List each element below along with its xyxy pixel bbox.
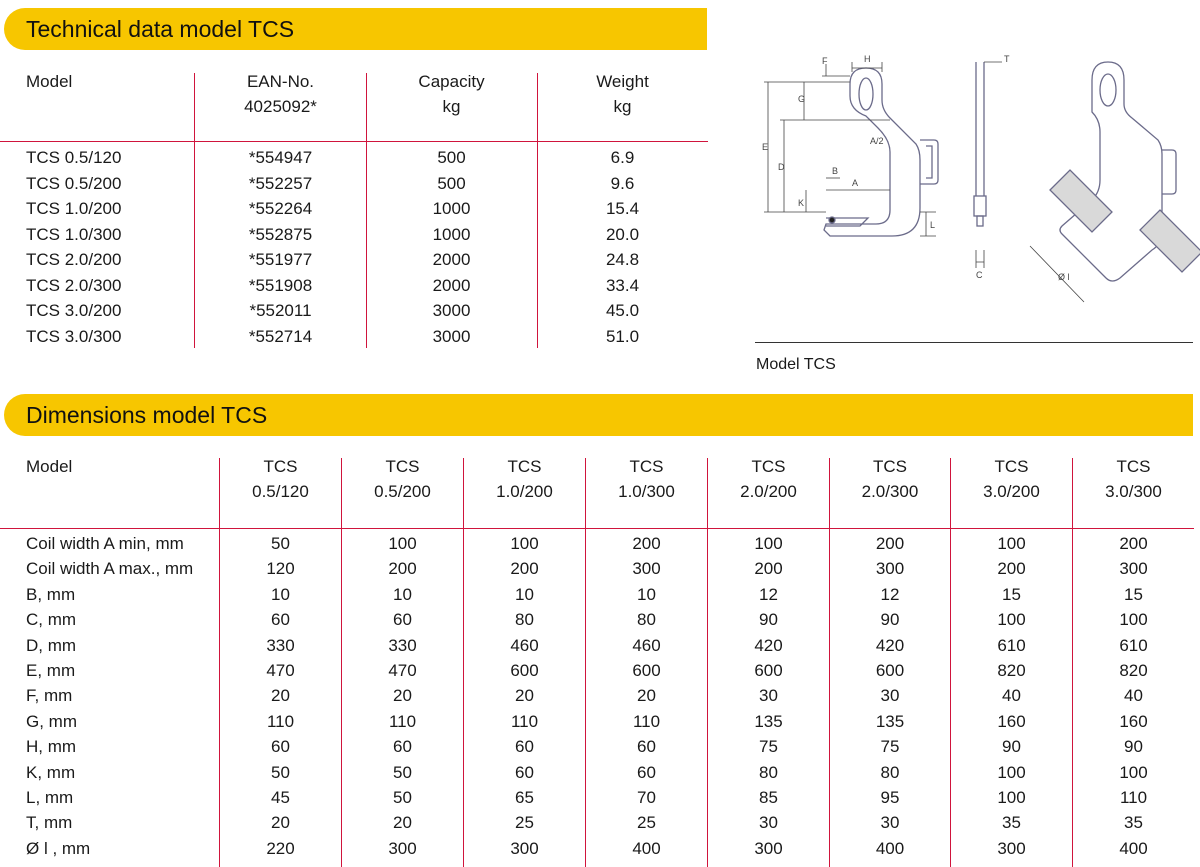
tech-model-column bbox=[26, 145, 121, 349]
tech-data-title: Technical data model TCS bbox=[26, 16, 295, 42]
table-cell: 460 bbox=[510, 635, 539, 655]
table-cell: 460 bbox=[632, 635, 661, 655]
table-cell: 200 bbox=[875, 534, 905, 553]
dim-label-g: G bbox=[798, 94, 806, 104]
table-cell: 600 bbox=[875, 661, 905, 681]
column-header-line2: 3.0/300 bbox=[1105, 482, 1162, 501]
table-cell: 9.6 bbox=[610, 173, 635, 193]
table-cell: 470 bbox=[266, 661, 295, 681]
table-cell: 2000 bbox=[432, 275, 471, 295]
table-cell: 10 bbox=[271, 584, 290, 604]
table-cell: 110 bbox=[266, 711, 295, 731]
table-cell: 160 bbox=[997, 711, 1026, 731]
table-cell: 100 bbox=[510, 534, 539, 553]
table-cell: 200 bbox=[997, 559, 1026, 579]
header-ean-line2: 4025092* bbox=[244, 97, 317, 116]
value-column bbox=[342, 531, 463, 861]
table-cell: 90 bbox=[1124, 737, 1143, 757]
table-cell: 60 bbox=[393, 737, 412, 757]
header-ean-line1: EAN-No. bbox=[246, 72, 315, 91]
table-cell: 95 bbox=[880, 788, 900, 808]
table-cell: 60 bbox=[393, 610, 412, 630]
table-cell: 300 bbox=[1119, 559, 1148, 579]
row-label: Ø l , mm bbox=[26, 838, 91, 858]
header-capacity-line1: Capacity bbox=[418, 72, 485, 91]
header-capacity bbox=[366, 69, 537, 119]
table-cell: 110 bbox=[388, 711, 417, 731]
header-model-label: Model bbox=[26, 457, 73, 476]
table-cell: 600 bbox=[754, 661, 783, 681]
row-label: T, mm bbox=[26, 813, 73, 833]
table-cell: 90 bbox=[759, 610, 778, 630]
table-cell: TCS 3.0/300 bbox=[26, 326, 122, 346]
table-cell: 35 bbox=[1124, 813, 1143, 833]
table-cell: 15 bbox=[1002, 584, 1021, 604]
dim-label-t: T bbox=[1004, 54, 1010, 64]
column-header-line2: 3.0/200 bbox=[983, 482, 1040, 501]
header-divider bbox=[0, 528, 1194, 529]
column-header bbox=[1073, 454, 1194, 504]
tcs-technical-drawing bbox=[740, 40, 1200, 330]
table-cell: TCS 1.0/200 bbox=[26, 199, 122, 218]
table-cell: 200 bbox=[388, 559, 417, 579]
table-cell: 75 bbox=[880, 737, 900, 757]
dim-label-e: E bbox=[762, 142, 769, 152]
row-label: L, mm bbox=[26, 788, 74, 808]
table-cell: 60 bbox=[271, 737, 290, 757]
table-cell: *551977 bbox=[248, 250, 313, 269]
value-column bbox=[1073, 531, 1194, 861]
table-cell: 10 bbox=[637, 584, 656, 604]
table-cell: 20 bbox=[271, 686, 290, 706]
value-column bbox=[586, 531, 707, 861]
table-cell: 60 bbox=[637, 737, 656, 757]
table-cell: 20 bbox=[393, 686, 412, 706]
column-header bbox=[220, 454, 341, 504]
table-cell: 45 bbox=[271, 788, 290, 808]
row-label: G, mm bbox=[26, 711, 77, 731]
column-header-line1: TCS bbox=[629, 457, 664, 476]
dim-label-a: A bbox=[852, 178, 859, 188]
table-cell: 15 bbox=[1124, 584, 1143, 604]
table-cell: 100 bbox=[997, 610, 1026, 630]
table-cell: 12 bbox=[880, 584, 900, 604]
table-cell: 100 bbox=[997, 788, 1026, 808]
column-header-line2: 1.0/300 bbox=[618, 482, 675, 501]
table-cell: 12 bbox=[759, 584, 778, 604]
table-cell: 35 bbox=[1002, 813, 1021, 833]
table-cell: 25 bbox=[515, 813, 534, 833]
table-cell: 30 bbox=[759, 686, 778, 706]
table-cell: 610 bbox=[1119, 635, 1148, 655]
tech-ean-column bbox=[195, 145, 366, 349]
table-cell: 200 bbox=[1119, 534, 1148, 553]
table-cell: *552011 bbox=[249, 301, 312, 320]
column-header-line1: TCS bbox=[751, 457, 786, 476]
value-column bbox=[464, 531, 585, 861]
header-model bbox=[26, 454, 72, 479]
table-cell: 500 bbox=[437, 148, 466, 167]
table-cell: 30 bbox=[880, 686, 900, 706]
column-header bbox=[708, 454, 829, 504]
table-cell: 600 bbox=[510, 661, 539, 681]
table-cell: 90 bbox=[1002, 737, 1021, 757]
table-cell: *552714 bbox=[248, 326, 313, 346]
row-label: C, mm bbox=[26, 610, 77, 630]
value-column bbox=[220, 531, 341, 861]
dimensions-title: Dimensions model TCS bbox=[26, 402, 268, 428]
column-header-line1: TCS bbox=[1116, 457, 1151, 476]
dim-label-d: D bbox=[778, 162, 785, 172]
dimensions-banner bbox=[4, 394, 1193, 436]
table-cell: 25 bbox=[637, 813, 656, 833]
table-cell: 600 bbox=[632, 661, 661, 681]
table-cell: 820 bbox=[997, 661, 1026, 681]
column-header bbox=[951, 454, 1072, 504]
row-label: D, mm bbox=[26, 635, 77, 655]
caption-rule bbox=[755, 342, 1193, 343]
table-cell: 200 bbox=[754, 559, 783, 579]
table-cell: 110 bbox=[632, 711, 661, 731]
table-cell: TCS 2.0/300 bbox=[26, 275, 122, 295]
tech-weight-column bbox=[537, 145, 708, 349]
dim-label-ol: Ø l bbox=[1058, 272, 1070, 282]
table-cell: 220 bbox=[266, 838, 295, 858]
table-cell: 135 bbox=[875, 711, 905, 731]
table-cell: 10 bbox=[515, 584, 534, 604]
row-label: Coil width A min, mm bbox=[26, 534, 184, 553]
table-cell: 1000 bbox=[432, 224, 471, 244]
diagram-caption: Model TCS bbox=[756, 356, 836, 373]
table-cell: 300 bbox=[997, 838, 1026, 858]
table-cell: 30 bbox=[759, 813, 778, 833]
table-cell: 100 bbox=[754, 534, 783, 553]
header-model-label: Model bbox=[26, 72, 73, 91]
column-header-line2: 0.5/200 bbox=[374, 482, 431, 501]
tech-capacity-column bbox=[366, 145, 537, 349]
column-header-line1: TCS bbox=[385, 457, 420, 476]
table-cell: 60 bbox=[515, 762, 534, 782]
table-cell: TCS 1.0/300 bbox=[26, 224, 122, 244]
row-label: K, mm bbox=[26, 762, 76, 782]
table-cell: 20 bbox=[515, 686, 534, 706]
table-cell: 200 bbox=[510, 559, 539, 579]
tech-data-banner bbox=[4, 8, 707, 50]
dim-label-h: H bbox=[864, 54, 871, 64]
dimensions-table bbox=[0, 450, 1200, 867]
header-divider bbox=[0, 141, 708, 142]
value-column bbox=[708, 531, 829, 861]
value-column bbox=[951, 531, 1072, 861]
table-cell: 100 bbox=[997, 534, 1026, 553]
column-header-line2: 2.0/200 bbox=[740, 482, 797, 501]
table-cell: *552875 bbox=[248, 224, 313, 244]
table-cell: 60 bbox=[637, 762, 656, 782]
dim-label-a-half: A/2 bbox=[870, 136, 884, 146]
table-cell: 300 bbox=[754, 838, 783, 858]
column-header-line1: TCS bbox=[263, 457, 298, 476]
table-cell: 60 bbox=[515, 737, 534, 757]
table-cell: 820 bbox=[1119, 661, 1148, 681]
row-label: E, mm bbox=[26, 661, 76, 681]
table-cell: 30 bbox=[880, 813, 900, 833]
dim-label-f: F bbox=[822, 56, 828, 66]
header-model bbox=[26, 69, 72, 94]
table-cell: *554947 bbox=[248, 148, 313, 167]
column-header bbox=[342, 454, 463, 504]
table-cell: 110 bbox=[1119, 788, 1148, 808]
table-cell: 20 bbox=[271, 813, 290, 833]
value-column bbox=[830, 531, 950, 861]
column-header-line2: 0.5/120 bbox=[252, 482, 309, 501]
table-cell: 50 bbox=[393, 788, 412, 808]
table-cell: 40 bbox=[1124, 686, 1143, 706]
table-cell: 33.4 bbox=[605, 275, 640, 295]
table-cell: 420 bbox=[875, 635, 905, 655]
column-header bbox=[586, 454, 707, 504]
table-cell: 20.0 bbox=[605, 224, 640, 244]
table-cell: *551908 bbox=[248, 275, 313, 295]
table-cell: 2000 bbox=[432, 250, 471, 269]
table-cell: 90 bbox=[880, 610, 900, 630]
table-cell: 20 bbox=[637, 686, 656, 706]
table-cell: 300 bbox=[632, 559, 661, 579]
table-cell: 300 bbox=[875, 559, 905, 579]
table-cell: 50 bbox=[271, 762, 290, 782]
column-header-line2: 1.0/200 bbox=[496, 482, 553, 501]
table-cell: 50 bbox=[393, 762, 412, 782]
table-cell: 470 bbox=[388, 661, 417, 681]
table-cell: 80 bbox=[880, 762, 900, 782]
table-cell: 60 bbox=[271, 610, 290, 630]
header-weight-line1: Weight bbox=[596, 72, 649, 91]
table-cell: 20 bbox=[393, 813, 412, 833]
table-cell: 110 bbox=[510, 711, 539, 731]
row-label: Coil width A max., mm bbox=[26, 559, 194, 579]
table-cell: 1000 bbox=[432, 199, 471, 218]
header-capacity-line2: kg bbox=[442, 97, 461, 116]
table-cell: *552257 bbox=[248, 173, 313, 193]
table-cell: 100 bbox=[1119, 610, 1148, 630]
header-weight bbox=[537, 69, 708, 119]
table-cell: 65 bbox=[515, 788, 534, 808]
table-cell: 50 bbox=[271, 534, 290, 553]
table-cell: 160 bbox=[1119, 711, 1148, 731]
dim-label-c: C bbox=[976, 270, 983, 280]
row-label: B, mm bbox=[26, 584, 76, 604]
table-cell: 3000 bbox=[432, 301, 471, 320]
column-header-line1: TCS bbox=[994, 457, 1029, 476]
column-header bbox=[464, 454, 585, 504]
table-cell: 40 bbox=[1002, 686, 1021, 706]
table-cell: 200 bbox=[632, 534, 661, 553]
table-cell: TCS 0.5/120 bbox=[26, 148, 122, 167]
table-cell: 100 bbox=[388, 534, 417, 553]
dim-label-l: L bbox=[930, 220, 936, 230]
table-cell: 300 bbox=[388, 838, 417, 858]
table-cell: 15.4 bbox=[605, 199, 640, 218]
column-header bbox=[830, 454, 950, 504]
tech-data-table bbox=[0, 60, 710, 350]
table-cell: 85 bbox=[759, 788, 778, 808]
table-cell: 135 bbox=[754, 711, 783, 731]
header-weight-line2: kg bbox=[613, 97, 632, 116]
table-cell: 75 bbox=[759, 737, 778, 757]
table-cell: 3000 bbox=[432, 326, 471, 346]
table-cell: 80 bbox=[759, 762, 778, 782]
table-cell: 330 bbox=[266, 635, 295, 655]
dim-label-k: K bbox=[798, 198, 805, 208]
table-cell: 24.8 bbox=[605, 250, 640, 269]
column-header-line2: 2.0/300 bbox=[861, 482, 919, 501]
column-header-line1: TCS bbox=[507, 457, 542, 476]
column-header-line1: TCS bbox=[873, 457, 907, 476]
table-cell: 300 bbox=[510, 838, 539, 858]
row-label-column bbox=[26, 531, 193, 861]
table-cell: 400 bbox=[875, 838, 905, 858]
row-label: F, mm bbox=[26, 686, 73, 706]
table-cell: 45.0 bbox=[605, 301, 640, 320]
table-cell: TCS 0.5/200 bbox=[26, 173, 122, 193]
table-cell: 120 bbox=[266, 559, 295, 579]
table-cell: 100 bbox=[997, 762, 1026, 782]
table-cell: 400 bbox=[632, 838, 661, 858]
table-cell: 70 bbox=[637, 788, 656, 808]
table-cell: 400 bbox=[1119, 838, 1148, 858]
table-cell: 330 bbox=[388, 635, 417, 655]
dim-label-b: B bbox=[832, 166, 839, 176]
table-cell: 6.9 bbox=[610, 148, 635, 167]
table-cell: *552264 bbox=[248, 199, 313, 218]
table-cell: 420 bbox=[754, 635, 783, 655]
row-label: H, mm bbox=[26, 737, 77, 757]
table-cell: 10 bbox=[393, 584, 412, 604]
table-cell: 80 bbox=[637, 610, 656, 630]
table-cell: 500 bbox=[437, 173, 466, 193]
table-cell: 100 bbox=[1119, 762, 1148, 782]
table-cell: 610 bbox=[997, 635, 1026, 655]
table-cell: 51.0 bbox=[605, 326, 640, 346]
table-cell: TCS 2.0/200 bbox=[26, 250, 122, 269]
table-cell: TCS 3.0/200 bbox=[26, 301, 122, 320]
table-cell: 80 bbox=[515, 610, 534, 630]
header-ean bbox=[195, 69, 366, 119]
